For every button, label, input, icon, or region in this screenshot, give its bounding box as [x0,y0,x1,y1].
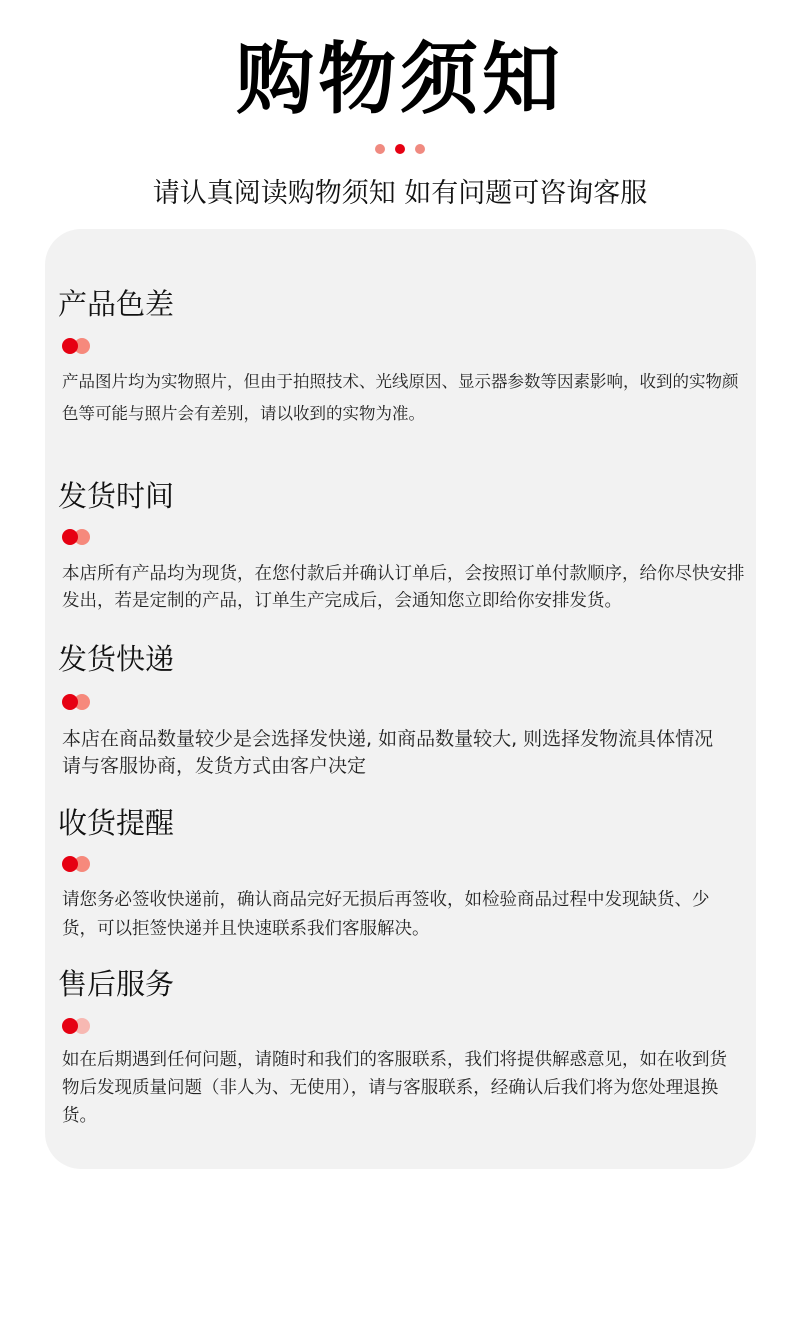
section-heading-courier: 发货快递 [58,642,175,676]
title-dots [0,144,800,154]
page-title: 购物须知 [235,35,564,125]
section-body-shipping-time: 本店所有产品均为现货，在您付款后并确认订单后，会按照订单付款顺序，给你尽快安排发出，若是定制的产品，订单生产完成后，会通知您立即给你安排发货。 [62,564,745,611]
dot-red [62,529,78,545]
dot-red [62,694,78,710]
section-dots-icon [62,694,94,710]
section-body-color-difference: 产品图片均为实物照片，但由于拍照技术、光线原因、显示器参数等因素影响，收到的实物颜色等可能与照片会有差别，请以收到的实物为准。 [62,372,739,423]
dot-red [62,338,78,354]
section-heading-receipt-reminder: 收货提醒 [58,806,175,840]
dot-left [375,144,385,154]
dot-right [415,144,425,154]
section-dots-icon [62,856,94,872]
section-dots-icon [62,1018,94,1034]
section-dots-icon [62,338,94,354]
section-body-courier: 本店在商品数量较少是会选择发快递, 如商品数量较大, 则选择发物流具体情况请与客服协商，发货方式由客户决定 [62,728,714,777]
dot-red [62,1018,78,1034]
page-subtitle: 请认真阅读购物须知 如有问题可咨询客服 [152,178,648,209]
section-dots-icon [62,529,94,545]
section-heading-shipping-time: 发货时间 [58,479,175,513]
section-body-after-sales: 如在后期遇到任何问题，请随时和我们的客服联系，我们将提供解惑意见，如在收到货物后发现质量问题（非人为、无使用），请与客服联系，经确认后我们将为您处理退换货。 [62,1050,727,1126]
dot-center [395,144,405,154]
section-heading-after-sales: 售后服务 [58,967,175,1001]
dot-red [62,856,78,872]
section-body-receipt-reminder: 请您务必签收快递前，确认商品完好无损后再签收，如检验商品过程中发现缺货、少货，可以拒签快递并且快速联系我们客服解决。 [62,890,710,939]
section-heading-color-difference: 产品色差 [58,287,175,321]
